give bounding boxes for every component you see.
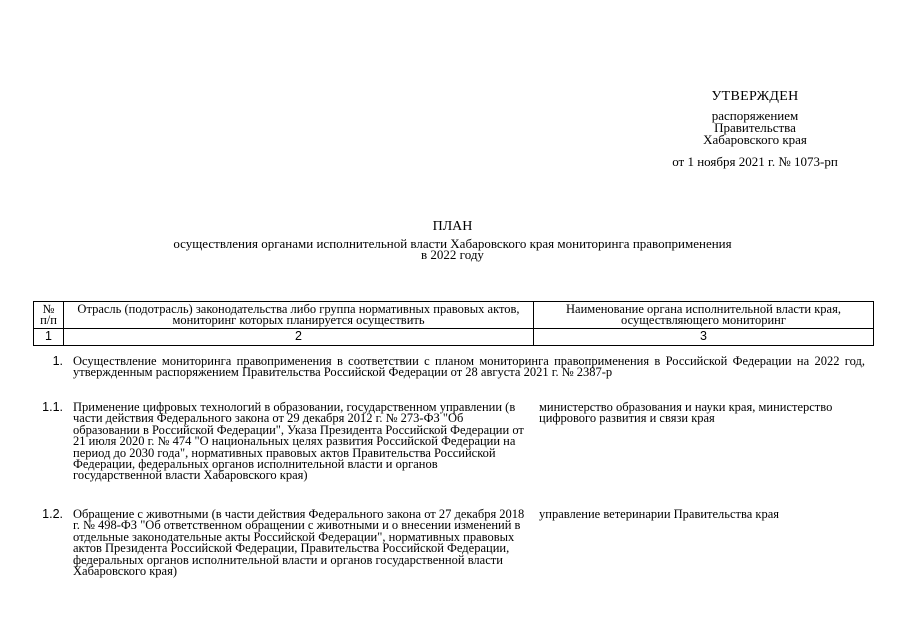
table-row xyxy=(33,402,873,509)
table-row xyxy=(33,509,873,609)
approval-line: распоряжением xyxy=(711,108,799,123)
table-row xyxy=(33,356,873,402)
row-authority: управление ветеринарии Правительства края xyxy=(539,507,780,521)
row-number: 1. xyxy=(52,354,63,368)
approval-date: от 1 ноября 2021 г. № 1073-рп xyxy=(672,154,838,169)
header-authority: Наименование органа исполнительной власти края, осуществляющего мониторинг xyxy=(534,302,874,329)
title-subtitle: в 2022 году xyxy=(421,247,484,262)
approval-heading: УТВЕРЖДЕН xyxy=(711,89,799,104)
approval-line: Хабаровского края xyxy=(703,132,807,147)
approval-stamp xyxy=(640,89,870,168)
row-text: Обращение с животными (в части действия Федерального закона от 27 декабря 2018 г. № 498-ФЗ "Об ответственном обращении с животными и о внесении изменений в отдельные законодательные акты Российской Федерации", нормативных правовых актов Президента Российской Федерации, Правительства Российской Федерации, федеральных органов исполнительной власти и органов государственной власти Хабаровского края) xyxy=(73,507,525,579)
row-text: Применение цифровых технологий в образовании, государственном управлении (в части действия Федерального закона от 29 декабря 2012 г. № 273-ФЗ "Об образовании в Российской Федерации", Указа Президента Российской Федерации от 21 июля 2020 г. № 474 "О национальных целях развития Российской Федерации на период до 2030 года", нормативных правовых актов Правительства Российской Федерации, федеральных органов исполнительной власти и органов государственной власти Хабаровского края) xyxy=(73,400,524,483)
row-authority: министерство образования и науки края, министерство цифрового развития и связи края xyxy=(539,400,833,426)
title-subtitle: осуществления органами исполнительной власти Хабаровского края мониторинга правоприменения xyxy=(173,236,732,251)
column-number: 2 xyxy=(64,329,534,346)
table-header-row xyxy=(34,302,874,329)
title-main: ПЛАН xyxy=(432,219,473,234)
table-column-numbers-row xyxy=(34,329,874,346)
plan-rows xyxy=(33,356,873,609)
row-number: 1.2. xyxy=(42,507,63,521)
row-text: Осуществление мониторинга правоприменения в соответствии с планом мониторинга правоприменения в Российской Федерации на 2022 год, утвержденным распоряжением Правительства Российской Федерации от 28 августа 2021 г. № 2387-р xyxy=(73,354,865,380)
document-title xyxy=(100,221,805,260)
header-number: № п/п xyxy=(34,302,64,329)
row-number: 1.1. xyxy=(42,400,63,414)
approval-line: Правительства xyxy=(714,120,796,135)
column-number: 3 xyxy=(534,329,874,346)
plan-table-header xyxy=(33,301,874,346)
column-number: 1 xyxy=(34,329,64,346)
header-area: Отрасль (подотрасль) законодательства либо группа нормативных правовых актов, мониторинг которых планируется осуществить xyxy=(64,302,534,329)
